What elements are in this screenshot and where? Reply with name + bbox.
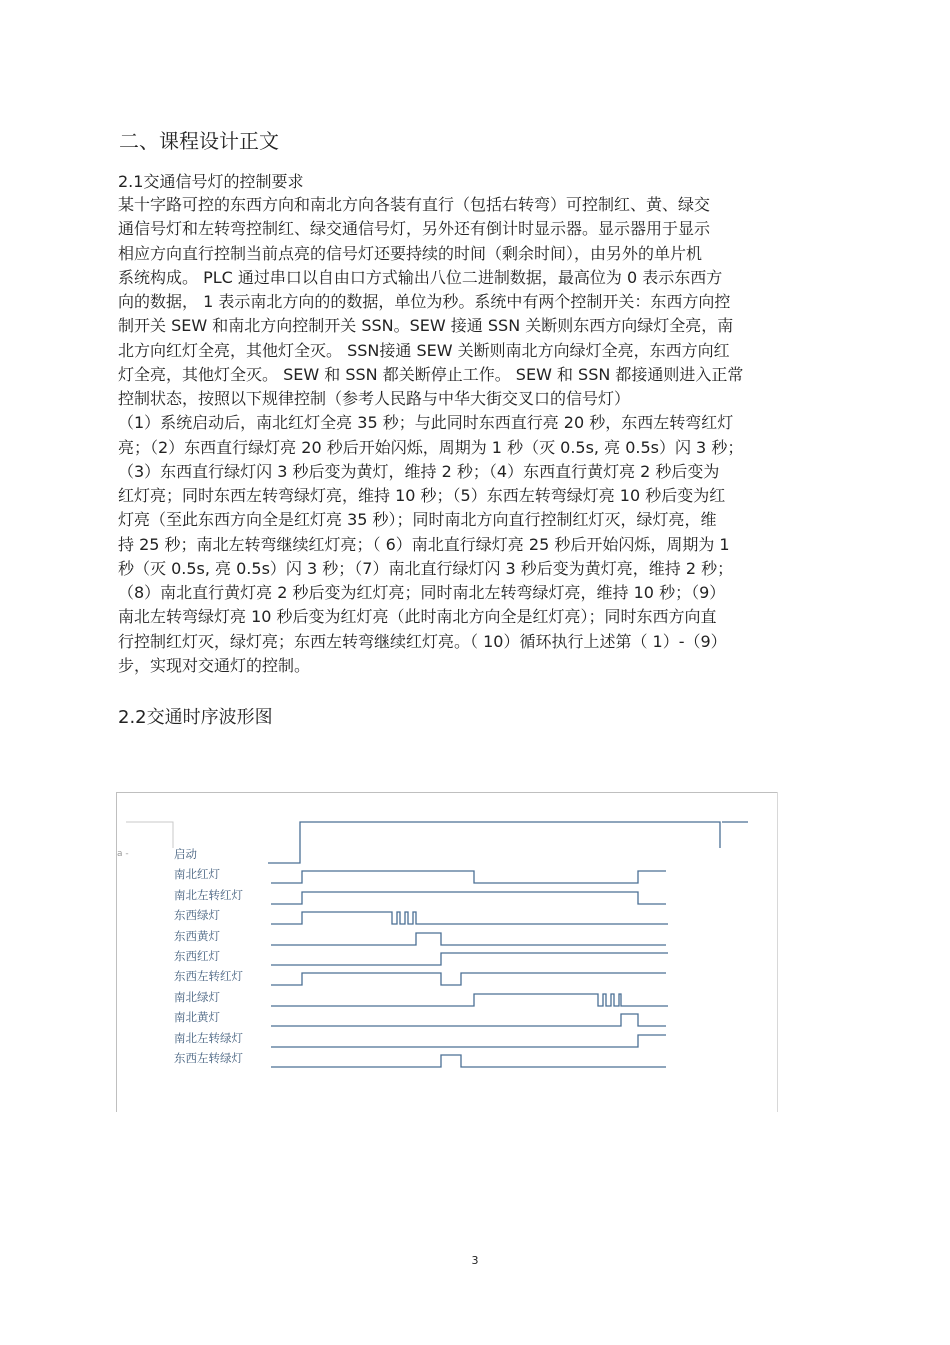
signal-waveform (271, 994, 668, 1006)
signal-label: 东西红灯 (174, 949, 220, 963)
body-text (118, 193, 838, 678)
body-line: 灯全亮，其他灯全灭。 SEW 和 SSN 都关断停止工作。 SEW 和 SSN 都接通则进入正常 (118, 364, 744, 384)
signal-waveform (271, 933, 666, 945)
signal-label: 南北左转红灯 (174, 888, 243, 902)
body-line: 北方向红灯全亮，其他灯全灭。 SSN接通 SEW 关断则南北方向绿灯全亮，东西方向红 (118, 340, 730, 360)
signal-label: 东西绿灯 (174, 908, 220, 922)
signal-label: 南北红灯 (174, 867, 220, 881)
body-line: 灯亮（至此东西方向全是红灯亮 35 秒）；同时南北方向直行控制红灯灭，绿灯亮，维 (118, 510, 717, 530)
body-line: （8）南北直行黄灯亮 2 秒后变为红灯亮；同时南北左转弯绿灯亮，维持 10 秒；（9） (118, 583, 726, 602)
signal-label: 南北绿灯 (174, 990, 220, 1004)
signal-waveform (268, 822, 748, 863)
signal-label: 东西左转红灯 (174, 969, 243, 983)
signal-label: 东西左转绿灯 (174, 1051, 243, 1065)
body-line: 行控制红灯灭，绿灯亮；东西左转弯继续红灯亮。（ 10）循环执行上述第（ 1）-（9） (118, 631, 727, 651)
body-line: 系统构成。 PLC 通过串口以自由口方式输出八位二进制数据，最高位为 0 表示东西方 (118, 267, 723, 287)
subsection-heading-control-requirements: 2.1交通信号灯的控制要求 (118, 172, 304, 191)
signal-waveform (271, 892, 666, 904)
body-line: 步，实现对交通灯的控制。 (118, 655, 311, 675)
body-line: 秒（灭 0.5s, 亮 0.5s）闪 3 秒；（7）南北直行绿灯闪 3 秒后变为黄灯亮，维持 2 秒； (118, 558, 734, 578)
signal-waveform (271, 1014, 666, 1026)
body-line: 控制状态，按照以下规律控制（参考人民路与中华大街交叉口的信号灯） (118, 389, 631, 408)
signal-label: 启动 (174, 847, 197, 861)
timing-waveform-svg (116, 792, 778, 1112)
page-number: 3 (471, 1254, 479, 1267)
signal-waveform (271, 1055, 666, 1067)
body-line: 南北左转弯绿灯亮 10 秒后变为红灯亮（此时南北方向全是红灯亮）；同时东西方向直 (118, 607, 717, 627)
signal-waveform (271, 912, 668, 924)
body-line: 持 25 秒；南北左转弯继续红灯亮；（ 6）南北直行绿灯亮 25 秒后开始闪烁，周期为 1 (118, 534, 730, 554)
body-line: 通信号灯和左转弯控制红、绿交通信号灯，另外还有倒计时显示器。显示器用于显示 (118, 219, 711, 239)
body-line: 某十字路可控的东西方向和南北方向各装有直行（包括右转弯）可控制红、黄、绿交 (118, 195, 711, 214)
body-line: 红灯亮；同时东西左转弯绿灯亮，维持 10 秒；（5）东西左转弯绿灯亮 10 秒后变为红 (118, 486, 726, 505)
body-line: 相应方向直行控制当前点亮的信号灯还要持续的时间（剩余时间），由另外的单片机 (118, 243, 703, 263)
signal-waveform (271, 973, 666, 985)
signal-waveform (271, 871, 666, 883)
signal-label: 南北左转绿灯 (174, 1031, 243, 1045)
body-line: （3）东西直行绿灯闪 3 秒后变为黄灯，维持 2 秒；（4）东西直行黄灯亮 2 秒后变为 (118, 461, 720, 481)
signal-waveform (271, 953, 668, 965)
body-line: 向的数据， 1 表示南北方向的的数据，单位为秒。系统中有两个控制开关：东西方向控 (118, 292, 731, 311)
signal-label: 东西黄灯 (174, 929, 220, 943)
signal-label: 南北黄灯 (174, 1010, 220, 1024)
timing-waveform-figure (116, 792, 778, 1112)
body-line: 制开关 SEW 和南北方向控制开关 SSN。SEW 接通 SSN 关断则东西方向绿灯全亮，南 (118, 316, 734, 336)
svg-text:a -: a - (117, 849, 129, 859)
subsection-heading-timing-diagram: 2.2交通时序波形图 (118, 707, 273, 728)
section-heading: 二、课程设计正文 (119, 129, 279, 153)
signal-waveform (271, 1035, 666, 1047)
body-line: （1）系统启动后，南北红灯全亮 35 秒；与此同时东西直行亮 20 秒，东西左转弯红灯 (118, 413, 734, 433)
body-line: 亮；（2）东西直行绿灯亮 20 秒后开始闪烁，周期为 1 秒（灭 0.5s, 亮 0.5s）闪 3 秒； (118, 437, 744, 457)
